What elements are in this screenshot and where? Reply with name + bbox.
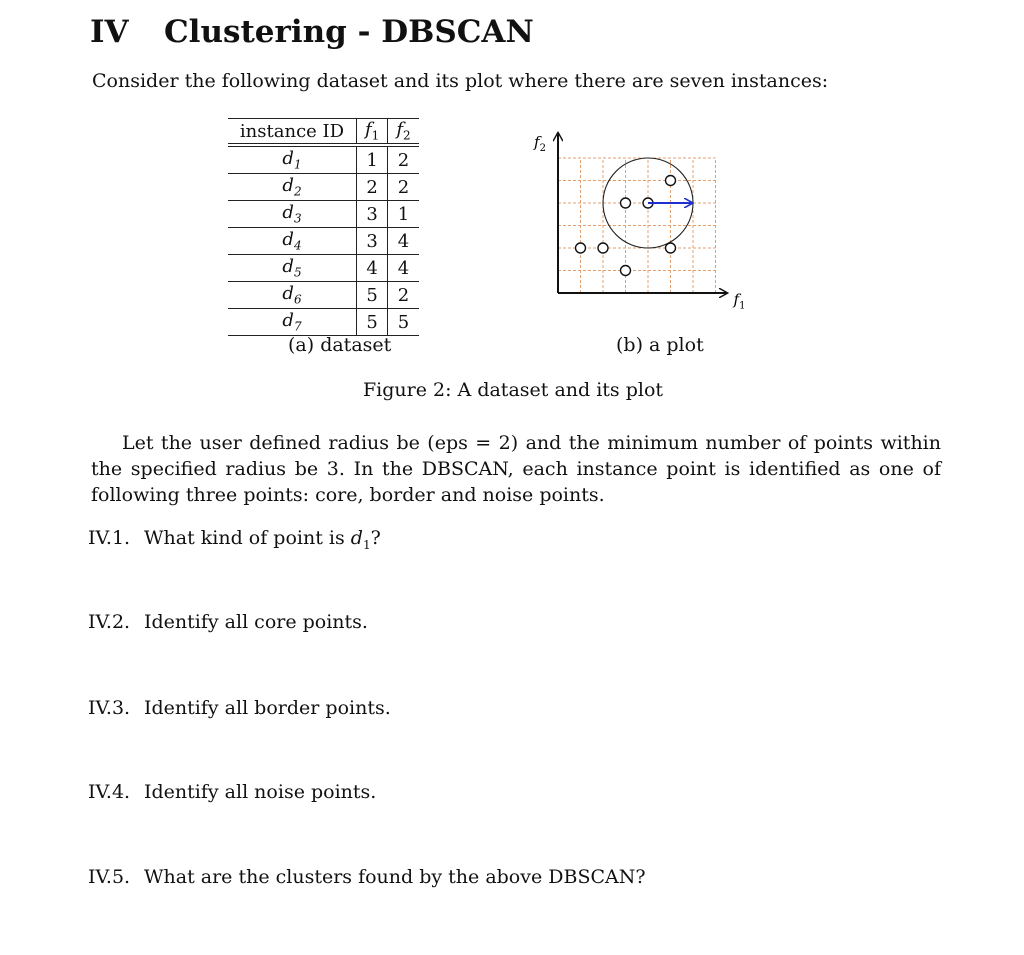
section-number: IV [90,14,129,50]
cell-f2: 4 [388,228,419,255]
data-point [621,266,631,276]
table-row [228,309,419,336]
cell-id: $d_5$ [228,255,357,282]
cell-f2: 5 [388,309,419,336]
section-heading [90,14,534,50]
plot-grid [558,158,716,293]
header-f2: $f_2$ [388,119,419,146]
table-header-row [228,119,419,146]
cell-f1: 3 [357,228,388,255]
cell-f2: 2 [388,174,419,201]
cell-id: $d_7$ [228,309,357,336]
table-row [228,228,419,255]
cell-f1: 1 [357,145,388,174]
caption-dataset: (a) dataset [288,334,392,356]
scatter-plot [520,120,760,325]
y-axis-label: $f_2$ [534,132,546,154]
table-row [228,174,419,201]
table-row [228,282,419,309]
table-row [228,145,419,174]
cell-f1: 4 [357,255,388,282]
x-axis-label: $f_1$ [733,290,746,312]
question-5: IV.5. What are the clusters found by the above DBSCAN? [88,866,646,888]
cell-id: $d_4$ [228,228,357,255]
cell-f1: 5 [357,282,388,309]
question-4: IV.4. Identify all noise points. [88,781,377,803]
data-point [576,243,586,253]
cell-f2: 4 [388,255,419,282]
question-3: IV.3. Identify all border points. [88,697,391,719]
cell-f1: 2 [357,174,388,201]
question-2: IV.2. Identify all core points. [88,611,368,633]
cell-f1: 5 [357,309,388,336]
section-title: Clustering - DBSCAN [164,14,534,50]
cell-id: $d_3$ [228,201,357,228]
header-f1: $f_1$ [357,119,388,146]
problem-paragraph: Let the user defined radius be (eps = 2) and the minimum number of points within the specified radius be 3. In the DBSCAN, each instance point is identified as one of following three points: core, border and noise points. [91,432,941,506]
cell-f2: 2 [388,282,419,309]
cell-f2: 2 [388,145,419,174]
table-row [228,255,419,282]
dataset-table [228,118,419,336]
question-1: IV.1. What kind of point is $d_1$? [88,527,381,552]
figure-caption: Figure 2: A dataset and its plot [363,379,664,401]
header-instance-id: instance ID [228,119,357,146]
data-point [598,243,608,253]
table-row [228,201,419,228]
intro-text: Consider the following dataset and its plot where there are seven instances: [92,70,829,92]
cell-id: $d_2$ [228,174,357,201]
caption-plot: (b) a plot [616,334,704,356]
cell-f2: 1 [388,201,419,228]
data-point [666,176,676,186]
cell-id: $d_6$ [228,282,357,309]
cell-id: $d_1$ [228,145,357,174]
data-point [666,243,676,253]
cell-f1: 3 [357,201,388,228]
data-point [621,198,631,208]
